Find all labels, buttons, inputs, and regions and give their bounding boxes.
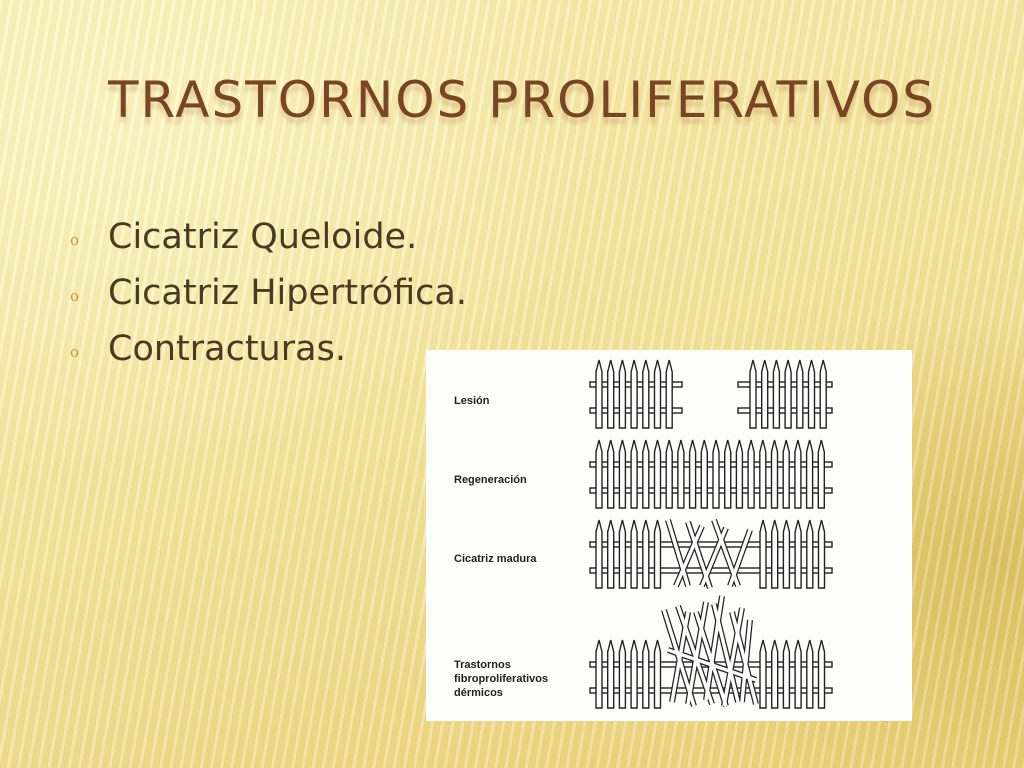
fence-picket bbox=[655, 640, 661, 708]
fence-picket bbox=[750, 360, 756, 428]
fence-picket bbox=[818, 440, 824, 508]
scar-slat-fill bbox=[730, 530, 750, 586]
fence-picket bbox=[666, 440, 672, 508]
fence-picket bbox=[655, 440, 661, 508]
fence-picket bbox=[643, 640, 649, 708]
bullet-text: Cicatriz Hipertrófica. bbox=[108, 273, 467, 313]
row-label-trastornos-line1: Trastornos bbox=[454, 659, 511, 671]
fence-picket bbox=[795, 640, 801, 708]
fence-picket bbox=[762, 360, 768, 428]
fence-picket bbox=[783, 440, 789, 508]
fence-picket bbox=[795, 440, 801, 508]
fence-picket bbox=[795, 520, 801, 588]
bullet-marker-icon: o bbox=[70, 343, 80, 361]
fence-picket bbox=[819, 640, 825, 708]
row-label-regeneracion: Regeneración bbox=[454, 474, 527, 486]
fence-picket bbox=[655, 520, 661, 588]
fence-picket bbox=[748, 440, 754, 508]
fence-picket bbox=[773, 360, 779, 428]
bullet-marker-icon: o bbox=[70, 231, 80, 249]
fence-picket bbox=[655, 360, 661, 428]
fence-picket bbox=[619, 640, 625, 708]
fence-picket bbox=[596, 360, 602, 428]
fence-diagram-svg bbox=[426, 350, 912, 721]
scar-slat-fill bbox=[702, 528, 726, 586]
fence-picket bbox=[608, 520, 614, 588]
bullet-item bbox=[70, 212, 670, 268]
fence-picket bbox=[725, 440, 731, 508]
row-label-trastornos-line2: fibroproliferativos bbox=[454, 673, 549, 685]
fence-picket bbox=[608, 440, 614, 508]
fence-picket bbox=[608, 640, 614, 708]
bullet-text: Cicatriz Queloide. bbox=[108, 217, 418, 257]
fence-picket bbox=[596, 520, 602, 588]
row-label-trastornos-line3: dérmicos bbox=[454, 687, 503, 699]
fence-picket bbox=[596, 640, 602, 708]
fence-picket bbox=[785, 360, 791, 428]
fence-picket bbox=[690, 440, 696, 508]
fence-picket bbox=[596, 440, 602, 508]
bullet-item bbox=[70, 268, 670, 324]
fence-picket bbox=[807, 640, 813, 708]
fence-picket bbox=[809, 360, 815, 428]
bullet-marker-icon: o bbox=[70, 287, 80, 305]
fence-picket bbox=[643, 360, 649, 428]
fence-picket bbox=[772, 440, 778, 508]
fence-picket bbox=[760, 520, 766, 588]
fence-picket bbox=[807, 520, 813, 588]
fence-picket bbox=[643, 440, 649, 508]
fence-picket bbox=[619, 360, 625, 428]
bullet-text: Contracturas. bbox=[108, 329, 346, 369]
fence-picket bbox=[608, 360, 614, 428]
fence-picket bbox=[631, 440, 637, 508]
fence-picket bbox=[701, 440, 707, 508]
fence-picket bbox=[760, 640, 766, 708]
fence-picket bbox=[631, 360, 637, 428]
fence-art bbox=[590, 360, 832, 708]
fence-picket bbox=[643, 520, 649, 588]
fence-picket bbox=[820, 360, 826, 428]
fence-picket bbox=[631, 640, 637, 708]
fence-picket bbox=[772, 520, 778, 588]
fence-diagram bbox=[426, 350, 912, 721]
fence-picket bbox=[736, 440, 742, 508]
fence-picket bbox=[760, 440, 766, 508]
fence-picket bbox=[772, 640, 778, 708]
fence-picket bbox=[783, 520, 789, 588]
fence-picket bbox=[619, 440, 625, 508]
fence-picket bbox=[631, 520, 637, 588]
fence-picket bbox=[678, 440, 684, 508]
fence-picket bbox=[713, 440, 719, 508]
fence-picket bbox=[619, 520, 625, 588]
fence-picket bbox=[807, 440, 813, 508]
row-label-cicatriz-madura: Cicatriz madura bbox=[454, 553, 537, 565]
fence-picket bbox=[666, 360, 672, 428]
row-label-lesion: Lesión bbox=[454, 395, 490, 407]
fence-picket bbox=[797, 360, 803, 428]
slide-title: TRASTORNOS PROLIFERATIVOS bbox=[108, 71, 937, 129]
fence-picket bbox=[819, 520, 825, 588]
fence-picket bbox=[783, 640, 789, 708]
